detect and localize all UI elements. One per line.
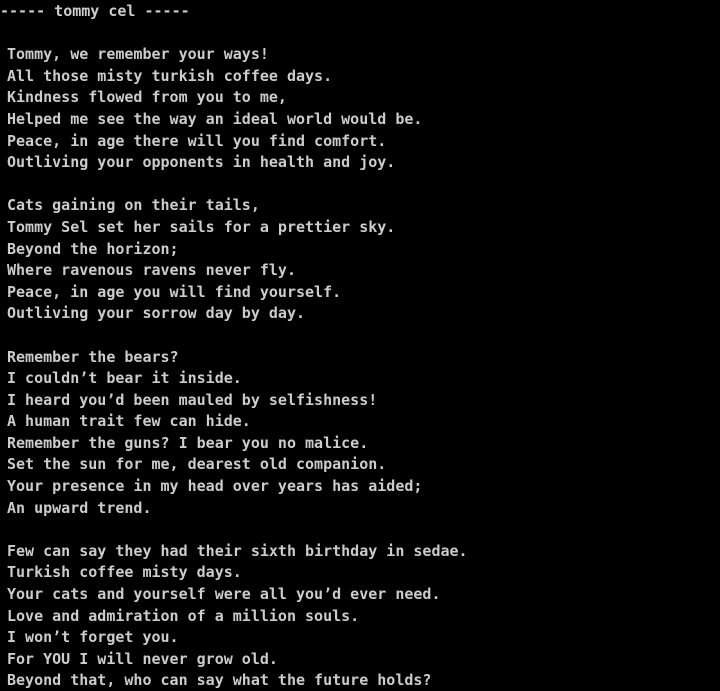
poem-line: A human trait few can hide. — [7, 412, 251, 431]
poem-line: Peace, in age there will you find comfort. — [7, 131, 387, 150]
blank-line — [0, 519, 720, 541]
blank-line — [0, 23, 720, 45]
poem-title: ----- tommy cel ----- — [0, 2, 190, 20]
poem-line: Love and admiration of a million souls. — [7, 606, 360, 625]
poem-line: Where ravenous ravens never fly. — [7, 261, 296, 280]
poem-line: I won’t forget you. — [7, 628, 179, 647]
poem-line: Cats gaining on their tails, — [7, 196, 260, 215]
poem-line: I couldn’t bear it inside. — [7, 369, 242, 388]
poem-line: Peace, in age you will find yourself. — [7, 282, 342, 301]
poem-line: Your presence in my head over years has aided; — [7, 477, 423, 496]
poem-line: I heard you’d been mauled by selfishness! — [7, 390, 378, 409]
poem-line: Tommy, we remember your ways! — [7, 45, 269, 64]
poem-line: Helped me see the way an ideal world would be. — [7, 109, 423, 128]
poem-line: Beyond that, who can say what the future holds? — [7, 671, 432, 690]
poem-line: Your cats and yourself were all you’d ever need. — [7, 585, 441, 604]
poem-line: Outliving your opponents in health and joy. — [7, 153, 396, 172]
poem-line: Set the sun for me, dearest old companion. — [7, 455, 387, 474]
poem-line: Beyond the horizon; — [7, 239, 179, 258]
poem-line: An upward trend. — [7, 498, 152, 517]
blank-line — [0, 174, 720, 196]
poem-line: For YOU I will never grow old. — [7, 649, 278, 668]
poem-line: Few can say they had their sixth birthday in sedae. — [7, 541, 468, 560]
poem-line: Outliving your sorrow day by day. — [7, 304, 306, 323]
poem-line: Remember the guns? I bear you no malice. — [7, 433, 369, 452]
poem-line: All those misty turkish coffee days. — [7, 66, 333, 85]
poem-line: Turkish coffee misty days. — [7, 563, 242, 582]
blank-line — [0, 325, 720, 347]
poem-line: Kindness flowed from you to me, — [7, 88, 287, 107]
poem-line: Tommy Sel set her sails for a prettier sky. — [7, 217, 396, 236]
poem-line: Remember the bears? — [7, 347, 179, 366]
